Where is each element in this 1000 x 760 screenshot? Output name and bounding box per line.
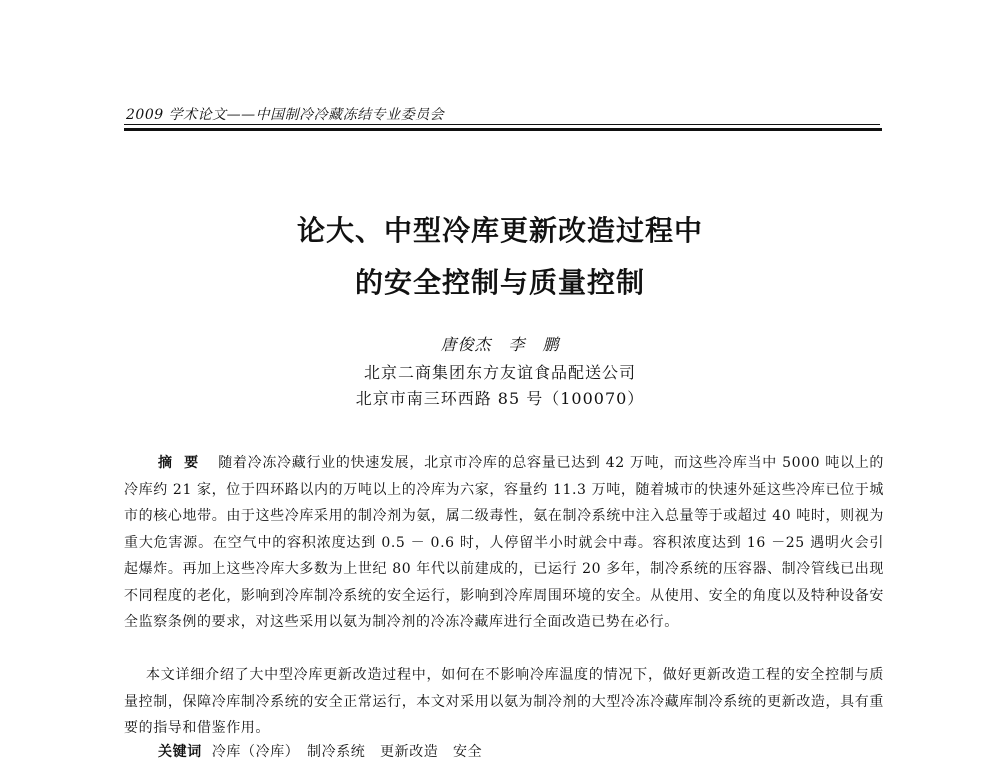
- author-affiliation: 北京二商集团东方友谊食品配送公司: [363, 363, 636, 382]
- header-rule-thick: [124, 128, 882, 131]
- keywords-text: 冷库（冷库） 制冷系统 更新改造 安全: [211, 744, 483, 760]
- abstract-text: 随着冷冻冷藏行业的快速发展，北京市冷库的总容量已达到 42 万吨，而这些冷库当中 5000 吨以上的冷库约 21 家，位于四环路以内的万吨以上的冷库为六家，容量约 11.3 万吨，随着城市的快速外延这些冷库已位于城市的核心地带。由于这些冷库采用的制冷剂为氨，属二级毒性，氨在制冷系统中注入总量等于或超过 40 吨时，则视为重大危害源。在空气中的容积浓度达到 0.5 － 0.6 时，人停留半小时就会中毒。容积浓度达到 16 －25 遇明火会引起爆炸。再加上这些冷库大多数为上世纪 80 年代以前建成的，已运行 20 多年，制冷系统的压容器、制冷管线已出现不同程度的老化，影响到冷库制冷系统的安全运行，影响到冷库周围环境的安全。从使用、安全的角度以及特种设备安全监察条例的要求，对这些采用以氨为制冷剂的冷冻冷藏库进行全面改造已势在必行。: [124, 455, 884, 630]
- paper-title-line2: 的安全控制与质量控制: [354, 266, 645, 299]
- abstract-label: 摘要: [158, 455, 211, 471]
- keywords-label: 关键词: [158, 744, 202, 760]
- author-address: 北京市南三环西路 85 号（100070）: [355, 389, 645, 408]
- header-rule-thin: [124, 124, 880, 125]
- author-names: 唐俊杰 李 鹏: [440, 335, 560, 354]
- keywords-line: [158, 741, 482, 760]
- paper-title-line1: 论大、中型冷库更新改造过程中: [296, 214, 703, 247]
- abstract-second-paragraph: 本文详细介绍了大中型冷库更新改造过程中，如何在不影响冷库温度的情况下，做好更新改造工程的安全控制与质量控制，保障冷库制冷系统的安全正常运行，本文对采用以氨为制冷剂的大型冷冻冷藏库制冷系统的更新改造，具有重要的指导和借鉴作用。: [124, 667, 884, 736]
- abstract-paragraph: [124, 450, 884, 636]
- running-title: 2009 学术论文——中国制冷冷藏冻结专业委员会: [126, 107, 445, 123]
